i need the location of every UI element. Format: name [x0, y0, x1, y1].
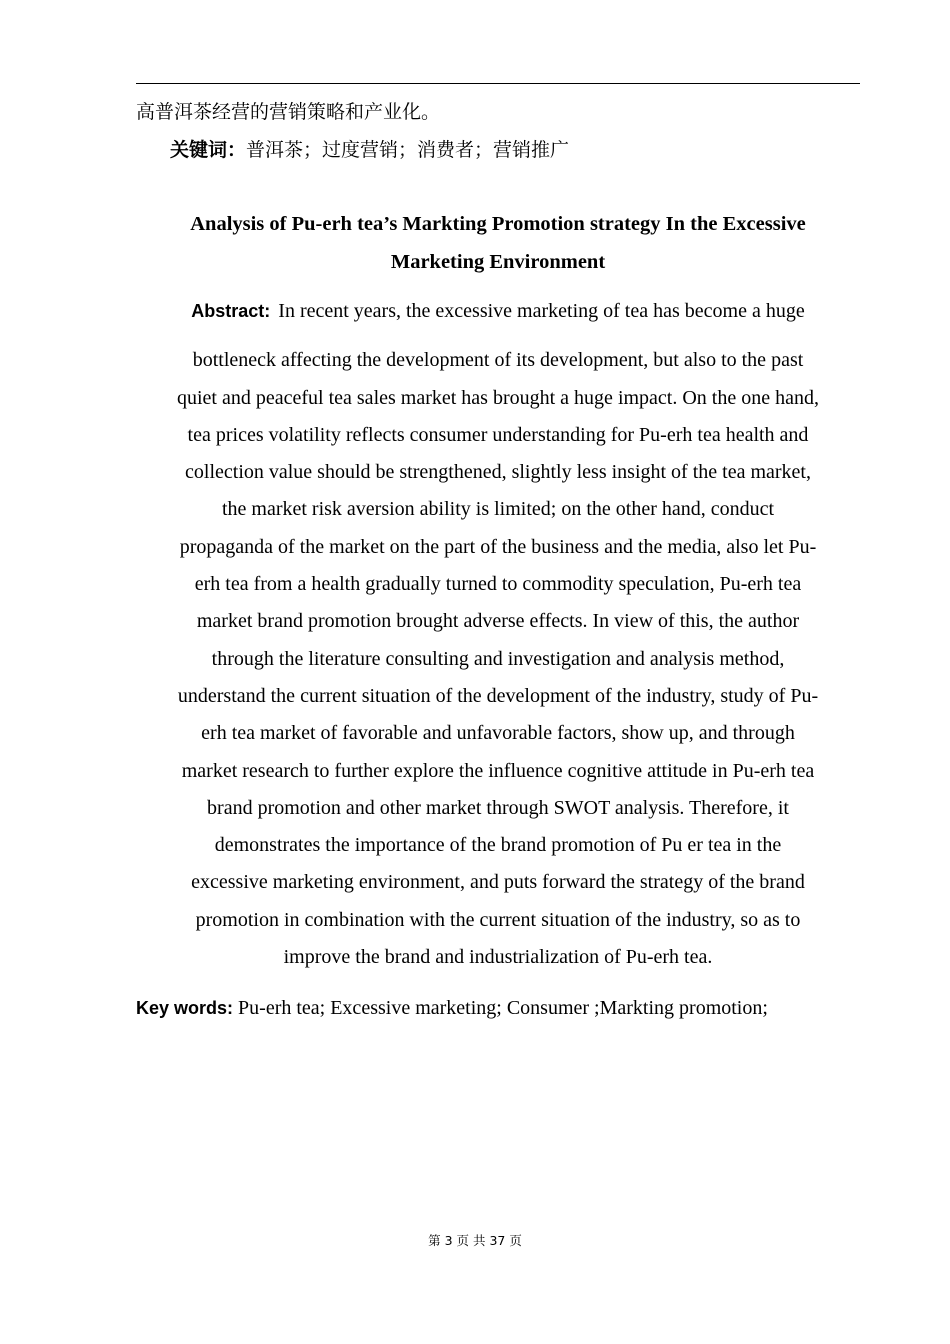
english-title-line: Marketing Environment	[390, 250, 606, 273]
page-number-footer: 第 3 页 共 37 页	[428, 1233, 522, 1248]
abstract-label: Abstract:	[191, 301, 271, 321]
abstract-line: propaganda of the market on the part of the business and the media, also let Pu-	[179, 535, 817, 558]
abstract-line: through the literature consulting and investigation and analysis method,	[211, 647, 785, 670]
chinese-abstract-continuation: 高普洱茶经营的营销策略和产业化。	[136, 101, 441, 123]
english-keywords-value: Pu-erh tea; Excessive marketing; Consumer ;Markting promotion;	[238, 997, 768, 1019]
english-title	[136, 206, 860, 281]
abstract-line: erh tea from a health gradually turned to commodity speculation, Pu-erh tea	[194, 573, 802, 596]
abstract-line: bottleneck affecting the development of its development, but also to the past	[192, 349, 804, 372]
abstract-line: brand promotion and other market through SWOT analysis. Therefore, it	[207, 796, 789, 819]
abstract-line: market research to further explore the influence cognitive attitude in Pu-erh tea	[181, 759, 815, 782]
abstract-line: collection value should be strengthened, slightly less insight of the tea market,	[185, 461, 811, 484]
abstract-line: erh tea market of favorable and unfavorable factors, show up, and through	[201, 722, 795, 745]
english-keywords-label: Key words:	[136, 998, 234, 1018]
abstract-line: market brand promotion brought adverse effects. In view of this, the author	[196, 610, 800, 633]
header-rule	[136, 83, 860, 84]
abstract-line: demonstrates the importance of the brand promotion of Pu er tea in the	[214, 834, 782, 857]
abstract-line: improve the brand and industrialization of Pu-erh tea.	[283, 946, 713, 969]
abstract-line: In recent years, the excessive marketing of tea has become a huge	[278, 300, 805, 322]
abstract-line: the market risk aversion ability is limited; on the other hand, conduct	[221, 498, 775, 521]
abstract-first-line	[136, 293, 860, 330]
chinese-keywords-value: 普洱茶；过度营销；消费者；营销推广	[246, 139, 570, 161]
abstract-line: understand the current situation of the development of the industry, study of Pu-	[177, 684, 819, 707]
chinese-keywords	[170, 134, 569, 166]
english-abstract	[136, 293, 860, 976]
abstract-line: promotion in combination with the current situation of the industry, so as to	[195, 908, 801, 931]
abstract-line: excessive marketing environment, and puts forward the strategy of the brand	[191, 871, 805, 894]
chinese-keywords-label: 关键词：	[170, 139, 247, 161]
abstract-line: quiet and peaceful tea sales market has brought a huge impact. On the one hand,	[177, 386, 819, 409]
abstract-line: tea prices volatility reflects consumer understanding for Pu-erh tea health and	[187, 423, 809, 446]
english-title-line: Analysis of Pu-erh tea’s Markting Promotion strategy In the Excessive	[190, 213, 806, 235]
english-keywords	[136, 990, 768, 1026]
